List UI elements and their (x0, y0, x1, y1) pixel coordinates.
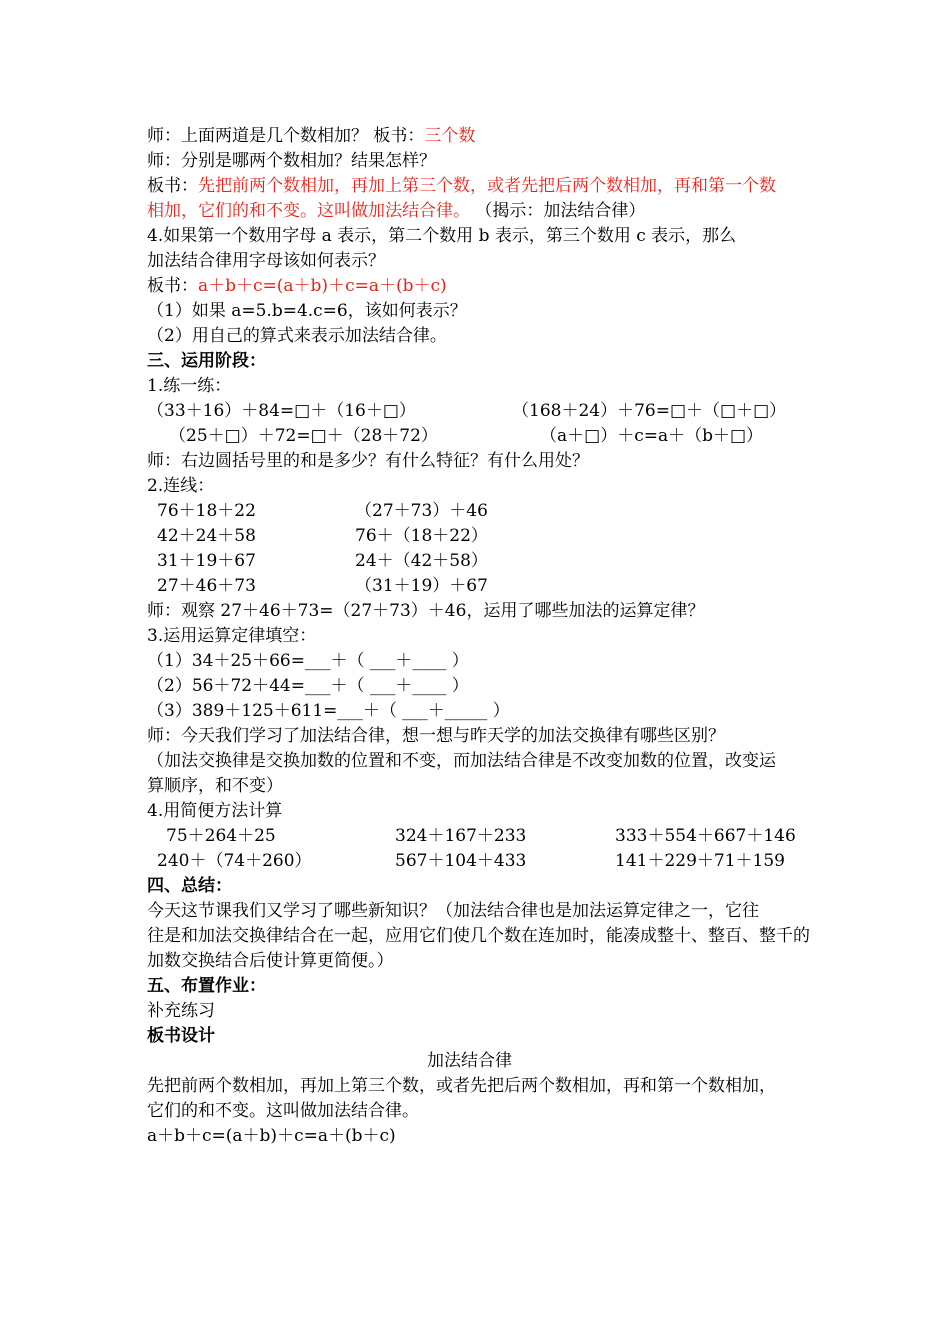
summary-line2: 往是和加法交换律结合在一起，应用它们使几个数在连加时，能凑成整十、整百、整千的 (147, 926, 810, 946)
calc-item: 240＋（74＋260） (157, 851, 312, 871)
exercise-2-title: 2.连线： (147, 476, 215, 496)
homework-text: 补充练习 (147, 1001, 215, 1021)
exercise-1-item: （25＋□）＋72=□＋（28＋72） (169, 426, 438, 446)
exercise-3-title: 3.运用运算定律填空： (147, 626, 317, 646)
exercise-1-title: 1.练一练： (147, 376, 232, 396)
section-5-title: 五、布置作业： (147, 976, 266, 996)
reveal-note: （揭示：加法结合律） (470, 201, 646, 221)
board-rule-text: 相加，它们的和不变。这叫做加法结合律。 (147, 201, 470, 221)
question-text: 师：上面两道是几个数相加？ 板书： (147, 126, 425, 146)
exercise-3-answer-line2: 算顺序，和不变） (147, 776, 283, 796)
calc-item: 567＋104＋433 (395, 851, 527, 871)
sub-question-1: （1）如果 a=5.b=4.c=6，该如何表示？ (147, 301, 467, 321)
exercise-1-item: （33＋16）＋84=□＋（16＋□） (147, 401, 416, 421)
match-right-item: 24＋（42＋58） (355, 551, 488, 571)
section-4-title: 四、总结： (147, 876, 232, 896)
exercise-4-title: 4.用简便方法计算 (147, 801, 283, 821)
exercise-1-question: 师：右边圆括号里的和是多少？有什么特征？有什么用处？ (147, 451, 589, 471)
exercise-1-item: （168＋24）＋76=□＋（□＋□） (512, 401, 787, 421)
board-label: 板书： (147, 276, 198, 296)
calc-item: 324＋167＋233 (395, 826, 527, 846)
sub-question-2: （2）用自己的算式来表示加法结合律。 (147, 326, 447, 346)
question-letters-line2: 加法结合律用字母该如何表示？ (147, 251, 385, 271)
match-left-item: 31＋19＋67 (157, 551, 256, 571)
fill-blank-item: （1）34＋25＋66=___＋（ ___＋____ ） (147, 651, 469, 671)
board-label: 板书： (147, 176, 198, 196)
match-left-item: 27＋46＋73 (157, 576, 256, 596)
calc-item: 141＋229＋71＋159 (615, 851, 785, 871)
board-answer: 三个数 (424, 126, 476, 146)
calc-item: 75＋264＋25 (166, 826, 276, 846)
board-formula (147, 274, 447, 298)
exercise-3-answer-line1: （加法交换律是交换加数的位置和不变，而加法结合律是不改变加数的位置，改变运 (147, 751, 776, 771)
fill-blank-item: （3）389＋125＋611=___＋（ ___＋_____ ） (147, 701, 510, 721)
board-rule-line2 (147, 199, 645, 223)
section-3-title: 三、运用阶段： (147, 351, 266, 371)
board-rule-line1 (147, 174, 776, 198)
exercise-2-question: 师：观察 27＋46＋73=（27＋73）＋46，运用了哪些加法的运算定律？ (147, 601, 705, 621)
match-left-item: 76＋18＋22 (157, 501, 256, 521)
formula-text: a＋b＋c=(a＋b)＋c=a＋(b＋c) (198, 276, 447, 296)
question-which-numbers: 师：分别是哪两个数相加？结果怎样？ (147, 151, 436, 171)
board-design-formula: a＋b＋c=(a＋b)＋c=a＋(b＋c) (147, 1126, 396, 1146)
board-rule-text: 先把前两个数相加，再加上第三个数，或者先把后两个数相加，再和第一个数 (198, 176, 776, 196)
match-left-item: 42＋24＋58 (157, 526, 256, 546)
match-right-item: （27＋73）＋46 (355, 501, 488, 521)
board-design-heading: 加法结合律 (427, 1051, 512, 1071)
exercise-1-item: （a＋□）＋c=a＋（b＋□） (540, 426, 764, 446)
fill-blank-item: （2）56＋72＋44=___＋（ ___＋____ ） (147, 676, 469, 696)
board-design-title: 板书设计 (147, 1026, 215, 1046)
summary-line3: 加数交换结合后使计算更简便。） (147, 951, 394, 971)
board-design-line2: 它们的和不变。这叫做加法结合律。 (147, 1101, 419, 1121)
board-design-line1: 先把前两个数相加，再加上第三个数，或者先把后两个数相加，再和第一个数相加， (147, 1076, 776, 1096)
calc-item: 333＋554＋667＋146 (615, 826, 796, 846)
question-three-numbers (147, 124, 475, 148)
question-letters-line1: 4.如果第一个数用字母 a 表示，第二个数用 b 表示，第三个数用 c 表示，那么 (147, 226, 737, 246)
exercise-3-question: 师：今天我们学习了加法结合律，想一想与昨天学的加法交换律有哪些区别？ (147, 726, 725, 746)
summary-line1: 今天这节课我们又学习了哪些新知识？（加法结合律也是加法运算定律之一，它往 (147, 901, 759, 921)
match-right-item: 76＋（18＋22） (355, 526, 488, 546)
match-right-item: （31＋19）＋67 (355, 576, 488, 596)
